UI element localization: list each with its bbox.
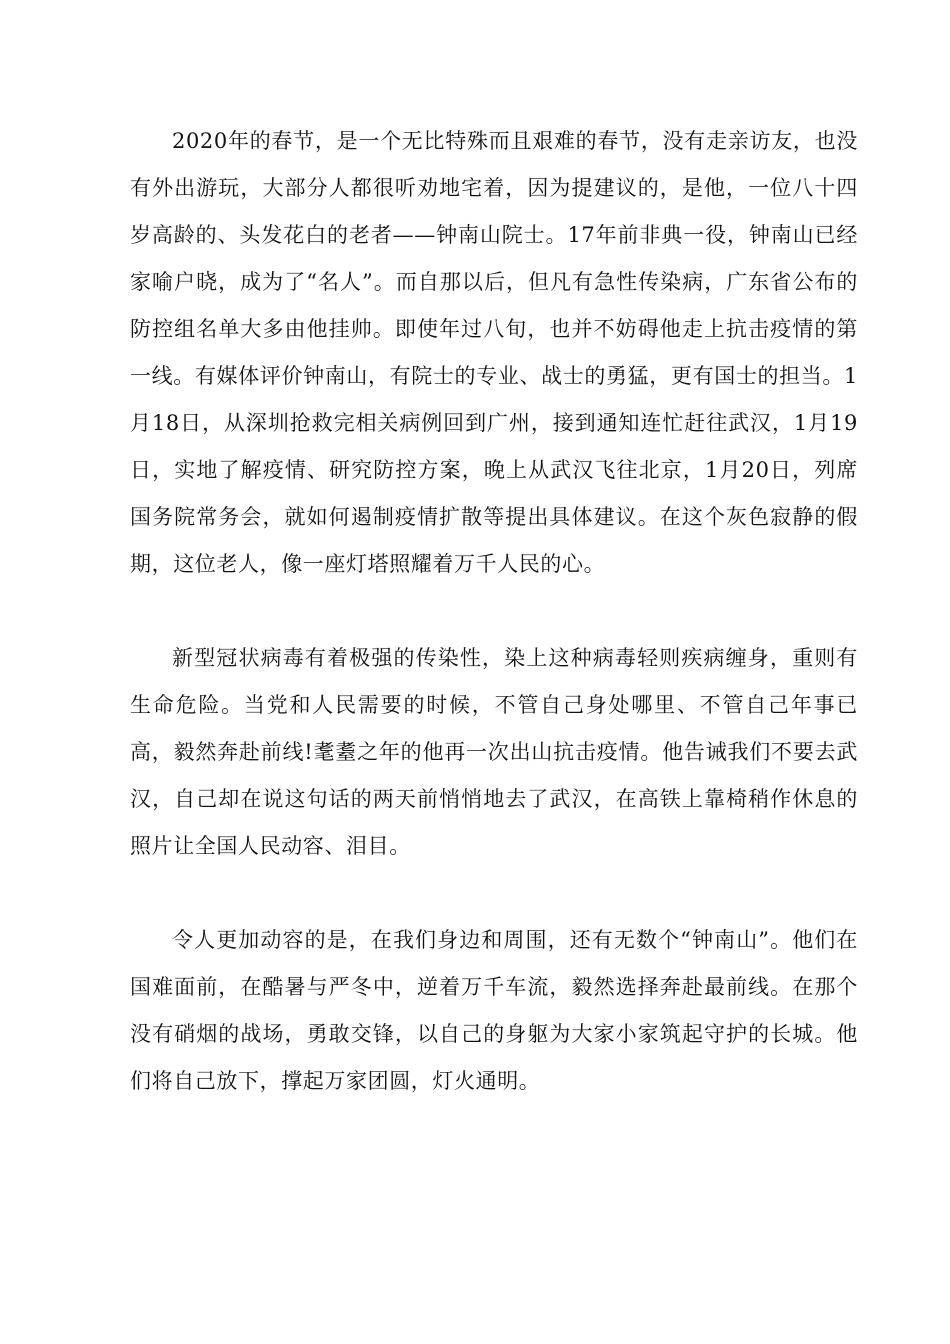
paragraph-2: 新型冠状病毒有着极强的传染性，染上这种病毒轻则疾病缠身，重则有生命危险。当党和人民需要的时候，不管自己身处哪里、不管自己年事已高，毅然奔赴前线!耄耋之年的他再一次出山抗击疫情。他告诫我们不要去武汉，自己却在说这句话的两天前悄悄地去了武汉，在高铁上靠椅稍作休息的照片让全国人民动容、泪目。 bbox=[130, 646, 858, 858]
paragraph-3: 令人更加动容的是，在我们身边和周围，还有无数个“钟南山”。他们在国难面前，在酷暑与严冬中，逆着万千车流，毅然选择奔赴最前线。在那个没有硝烟的战场，勇敢交锋，以自己的身躯为大家小家筑起守护的长城。他们将自己放下，撑起万家团圆，灯火通明。 bbox=[130, 928, 858, 1093]
document-body bbox=[130, 118, 858, 1105]
paragraph-1: 2020年的春节，是一个无比特殊而且艰难的春节，没有走亲访友，也没有外出游玩，大部分人都很听劝地宅着，因为提建议的，是他，一位八十四岁高龄的、头发花白的老者——钟南山院士。17年前非典一役，钟南山已经家喻户晓，成为了“名人”。而自那以后，但凡有急性传染病，广东省公布的防控组名单大多由他挂帅。即使年过八旬，也并不妨碍他走上抗击疫情的第一线。有媒体评价钟南山，有院士的专业、战士的勇猛，更有国士的担当。1月18日，从深圳抢救完相关病例回到广州，接到通知连忙赶往武汉，1月19日，实地了解疫情、研究防控方案，晚上从武汉飞往北京，1月20日，列席国务院常务会，就如何遏制疫情扩散等提出具体建议。在这个灰色寂静的假期，这位老人，像一座灯塔照耀着万千人民的心。 bbox=[130, 129, 858, 576]
